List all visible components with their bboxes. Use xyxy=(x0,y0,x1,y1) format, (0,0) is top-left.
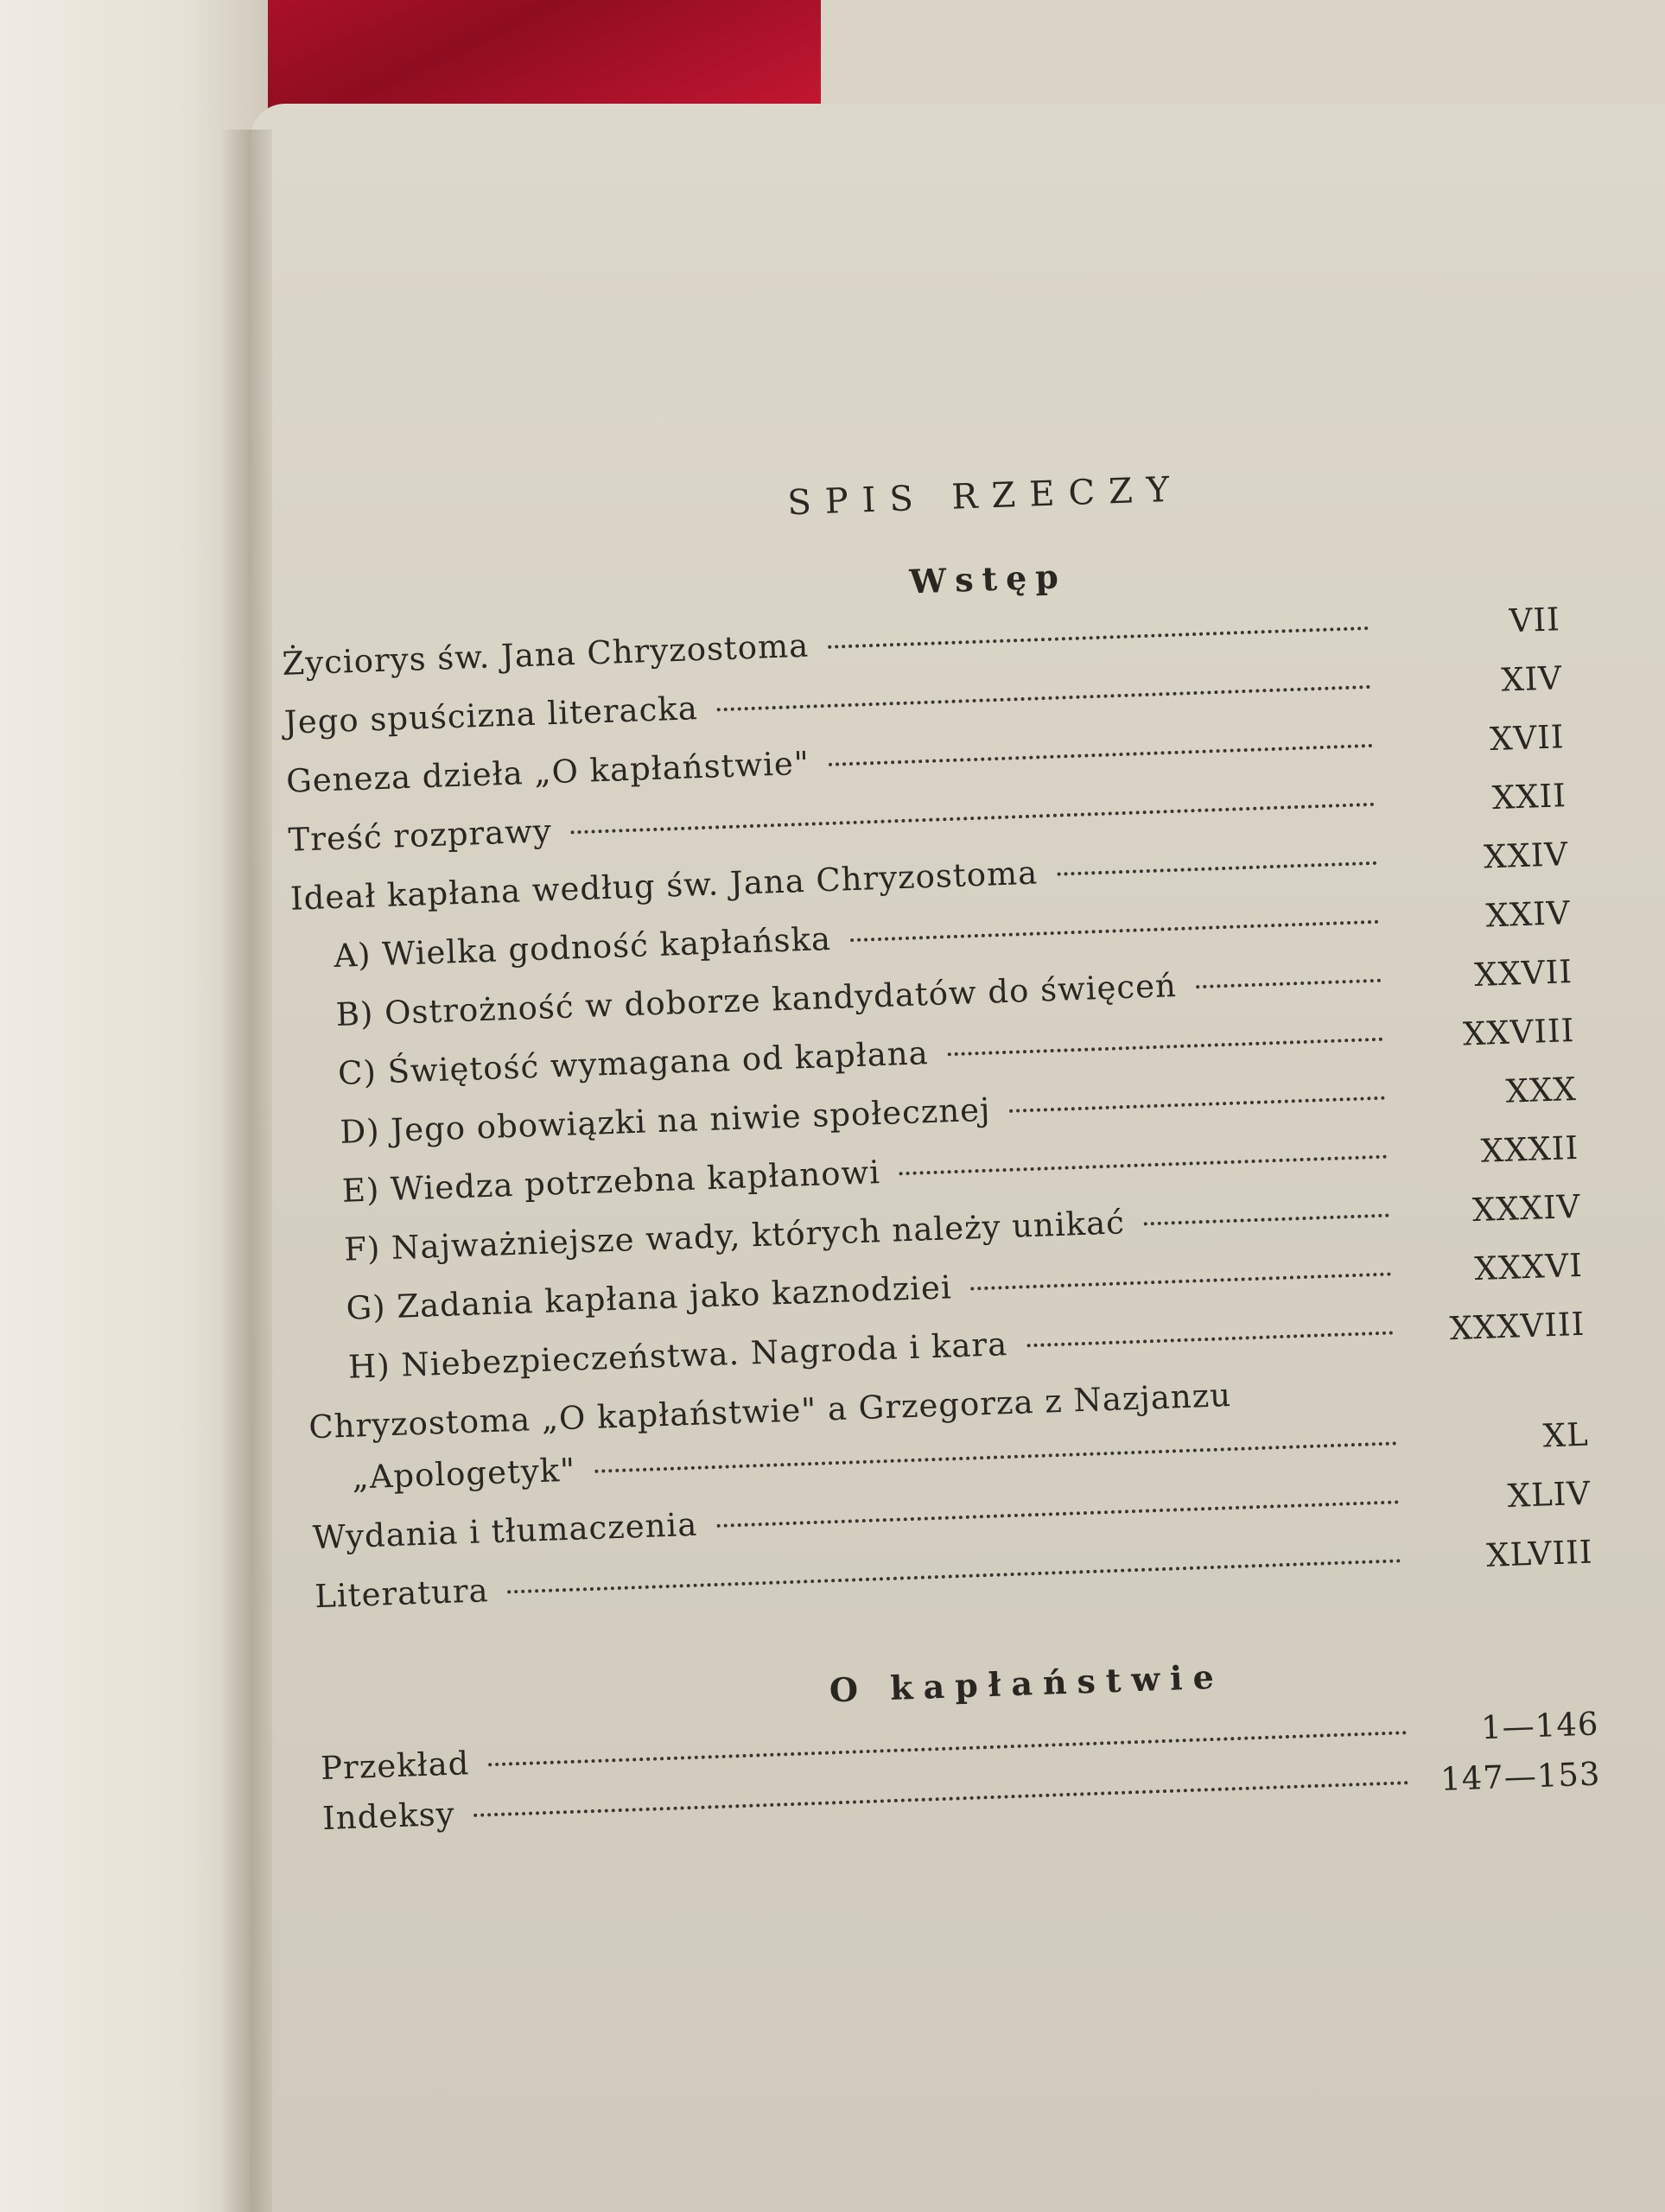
toc-entry-page: XXX xyxy=(1504,1070,1578,1110)
dot-leader xyxy=(829,744,1373,766)
toc-entry-page: XXXVI xyxy=(1473,1246,1584,1288)
toc-entry-title: Życiorys św. Jana Chryzostoma xyxy=(281,626,810,683)
toc-entry-title: C) Świętość wymagana od kapłana xyxy=(337,1034,930,1092)
toc-entry-title: D) Jego obowiązki na niwie społecznej xyxy=(339,1090,992,1151)
toc-entry-page: XLIV xyxy=(1507,1474,1592,1515)
section-heading-o-kaplanstwie: O kapłaństwie xyxy=(829,1656,1225,1710)
dot-leader xyxy=(1144,1214,1389,1226)
toc-entry-page: XIV xyxy=(1500,659,1563,699)
dot-leader xyxy=(1196,979,1381,988)
dot-leader xyxy=(594,1441,1397,1472)
dot-leader xyxy=(948,1038,1383,1057)
dot-leader xyxy=(717,685,1371,711)
dot-leader xyxy=(1026,1331,1393,1347)
toc-entry-page: XVII xyxy=(1489,718,1566,759)
toc-entry-title: Literatura xyxy=(314,1572,490,1616)
dot-leader xyxy=(1057,861,1376,876)
dot-leader xyxy=(971,1273,1391,1291)
toc-entry-page: XXXII xyxy=(1480,1128,1579,1170)
toc-entry-page: 147—153 xyxy=(1439,1755,1602,1798)
toc-entry-title: Chryzostoma „O kapłaństwie" a Grzegorza z Nazjanzu xyxy=(308,1376,1232,1446)
toc-entry-title: Jego spuścizna literacka xyxy=(283,690,699,741)
toc-entry-title: F) Najważniejsze wady, których należy unikać xyxy=(343,1204,1126,1268)
toc-entry-page: XXXIV xyxy=(1471,1187,1582,1230)
toc-entry-title: Wydania i tłumaczenia xyxy=(312,1505,699,1557)
toc-entry-page: XXVII xyxy=(1473,952,1573,994)
dot-leader xyxy=(899,1155,1387,1176)
dot-leader xyxy=(571,803,1375,834)
toc-entry-title: „Apologetyk" xyxy=(351,1451,576,1497)
dot-leader xyxy=(850,920,1379,942)
section-heading-wstep: Wstęp xyxy=(908,556,1068,601)
book-gutter-shadow xyxy=(220,130,272,2212)
dot-leader xyxy=(1009,1096,1385,1113)
dot-leader xyxy=(716,1500,1399,1528)
toc-list-wstep xyxy=(282,601,1594,1637)
toc-entry-title: Przekład xyxy=(320,1745,471,1788)
toc-entry-page xyxy=(1414,1394,1587,1400)
toc-entry-page: XXXVIII xyxy=(1448,1305,1586,1348)
toc-entry-title: Treść rozprawy xyxy=(287,812,553,859)
toc-entry-title: A) Wielka godność kapłańska xyxy=(333,919,832,975)
toc-entry-title: Indeksy xyxy=(321,1795,456,1838)
toc-entry-page: XXII xyxy=(1491,777,1567,817)
toc-entry-page: XLVIII xyxy=(1485,1533,1594,1574)
toc-entry-title: Geneza dzieła „O kapłaństwie" xyxy=(285,744,810,800)
toc-entry-page: 1—146 xyxy=(1480,1705,1600,1747)
table-of-contents xyxy=(276,456,1602,1850)
toc-entry-page: VII xyxy=(1509,601,1561,640)
toc-entry-title: H) Niebezpieczeństwa. Nagroda i kara xyxy=(347,1325,1008,1386)
toc-entry-title: Ideał kapłana według św. Jana Chryzostoma xyxy=(289,854,1039,918)
dot-leader xyxy=(828,626,1369,649)
toc-entry-page: XXIV xyxy=(1484,894,1572,935)
toc-entry-page: XXIV xyxy=(1483,836,1569,876)
toc-entry-page: XXVIII xyxy=(1462,1011,1576,1053)
toc-entry-title: E) Wiedza potrzebna kapłanowi xyxy=(341,1154,881,1210)
toc-entry-title: B) Ostrożność w doborze kandydatów do święceń xyxy=(335,966,1178,1033)
toc-entry-page: XL xyxy=(1541,1415,1590,1455)
toc-entry-title: G) Zadania kapłana jako kaznodziei xyxy=(345,1268,953,1327)
page-title: SPIS RZECZY xyxy=(786,469,1185,524)
dot-leader xyxy=(488,1731,1407,1766)
dot-leader xyxy=(1250,1393,1395,1398)
